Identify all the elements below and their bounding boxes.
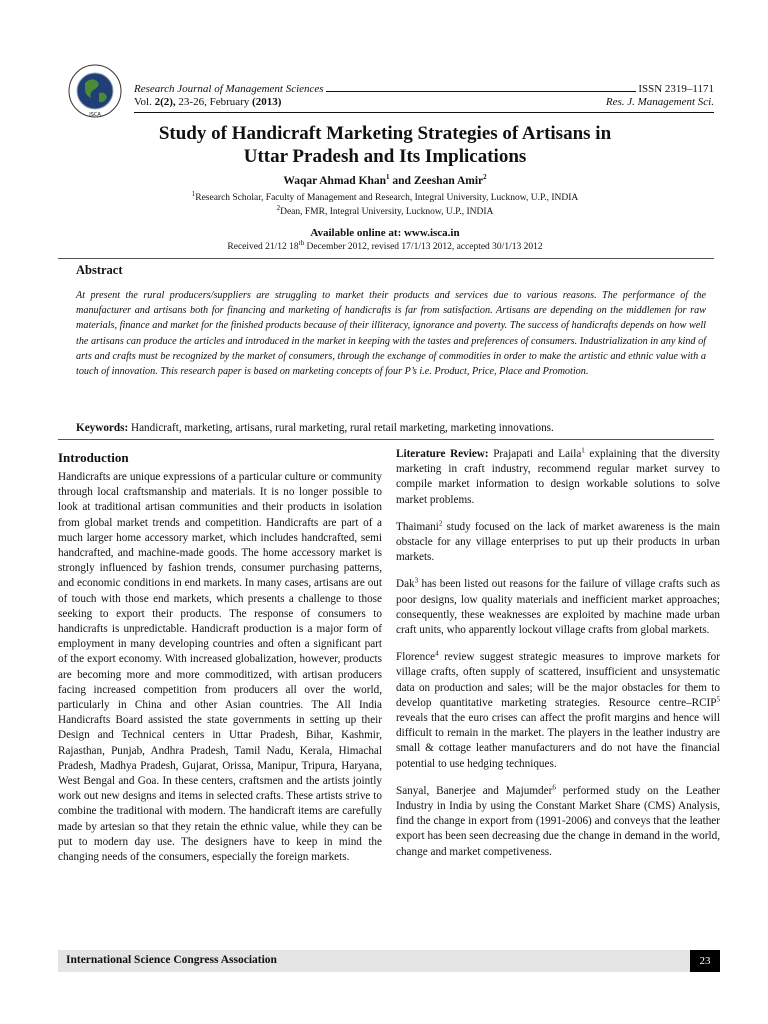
introduction-text: Handicrafts are unique expressions of a particular culture or community through local craftsmanship and materials. It is no longer possible to look at traditional artisan communities and their products in isolation from global market trends and competition. Handicrafts are part of a much larger home accessory market, which includes handcrafted, semi handcrafted, and machine-made goods. The home accessory market is strongly influenced by fashion trends, consumer purchasing patterns, and economic conditions in end markets. In many cases, artisans are out of touch with those end markets, which presents a challenge to those seeking to export their products. The response of consumers to handicrafts is unpredictable. Handicraft production is a major form of employment in many developing countries and often a significant part of the export economy. With increased globalization, however, products are becoming more and more commoditized, with artisan producers facing increased competition from producers all over the world, particularly in China and other Asian countries. The All India Handicrafts Board assisted the state governments in setting up their Design and Technical centers in Uttar Pradesh, Bihar, Kashmir, Rajasthan, Punjab, Andhra Pradesh, Tamil Nadu, Kerala, Himachal Pradesh, Madhya Pradesh, Gujarat, Orissa, Manipur, Tripura, Haryana, West Bengal and Goa. In these centers, craftsmen and the artists jointly work out new designs and items in selected crafts. These artists strive to combine the traditional with modern. The handicraft items are carefully made by artesian so that they retain the ethnic value, while they can be put to modern day use. The designers have to keep in mind the changing needs of the consumers, especially the foreign markets. xyxy=(58,471,382,864)
logo-text: ISCA xyxy=(89,112,101,118)
footer-organization: International Science Congress Association xyxy=(66,954,277,966)
volume-line xyxy=(134,96,714,108)
authors: Waqar Ahmad Khan$^1$ and Zeeshan Amir$^2$ xyxy=(283,173,487,187)
paper-title: Study of Handicraft Marketing Strategies of Artisans in Uttar Pradesh and Its Implications xyxy=(158,123,612,167)
journal-title: Research Journal of Management Sciences xyxy=(134,83,324,95)
literature-column xyxy=(396,447,720,872)
journal-header-line xyxy=(134,82,714,95)
header-rule xyxy=(134,112,714,113)
literature-paragraph-3: Dak$^3$ has been listed out reasons for the failure of village crafts such as poor designs, low quality materials and inefficient market approaches; consequently, these weaknesses are exploited by machine made urban craft units, who apparently lockout village crafts from global markets. xyxy=(396,576,720,637)
introduction-column xyxy=(58,470,382,877)
abstract-heading: Abstract xyxy=(76,263,123,277)
divider-mid xyxy=(58,439,714,440)
issn: ISSN 2319–1171 xyxy=(638,83,714,95)
header-fill-line xyxy=(326,82,637,92)
divider-top xyxy=(58,258,714,259)
affiliation-2: $^2$Dean, FMR, Integral University, Lucknow, U.P., INDIA xyxy=(276,203,494,217)
journal-abbr: Res. J. Management Sci. xyxy=(605,96,714,108)
footer-bar xyxy=(58,950,720,972)
literature-paragraph-2: Thaimani$^2$ study focused on the lack of market awareness is the main obstacle for any village enterprises to put up their products in urban markets. xyxy=(396,519,720,564)
introduction-heading: Introduction xyxy=(58,450,129,465)
isca-logo xyxy=(63,63,127,119)
received-dates: Received 21/12 18th December 2012, revised 17/1/13 2012, accepted 30/1/13 2012 xyxy=(227,238,543,252)
literature-paragraph-4: Florence$^4$ review suggest strategic measures to improve markets for village crafts, often supply of scattered, insufficient and unsystematic data on production and sales; will be the major obstacles for them to develop quantitative marketing strategies. Resource centre–RCIP$^5$ reveals that the euro crises can affect the profit margins and hence will difficult to remain in the market. The players in the leather industry are small & cottage leather manufacturers and do not have the financial potential to use hedging techniques. xyxy=(396,649,720,770)
volume-info: Vol. 2(2), 23-26, February (2013) xyxy=(134,96,282,108)
literature-paragraph-1: Literature Review: Prajapati and Laila$^1$ explaining that the diversity marketing in craft industry, recommend regular market survey to compile market information to design workable solutions to solve market problems. xyxy=(396,446,720,506)
abstract-text: At present the rural producers/suppliers are struggling to market their products and services due to various reasons. The performance of the manufacturer and artisans both for financing and marketing of handicrafts is far from satisfaction. Artisans are depending on the middlemen for raw materials, finance and market for the finished products because of their illiteracy, ignorance and poverty. The success of handicrafts depends on how well the artisans can produce the articles and introduced in the market in keeping with the tastes and preferences of consumers. Industrialization in any kind of arts and crafts must be recognized by the market of consumers, through the exchange of commodities in order to make the artistic and ethnic value with a touch of innovation. This research paper is based on marketing concepts of four P’s i.e. Product, Price, Place and Promotion. xyxy=(76,290,706,378)
keywords: Keywords: Handicraft, marketing, artisans, rural marketing, rural retail marketing, marketing innovations. xyxy=(76,422,554,434)
literature-paragraph-5: Sanyal, Banerjee and Majumder$^6$ performed study on the Leather Industry in India by using the Constant Market Share (CMS) Analysis, find the change in export from (1991-2006) and conveys that the leather export has been seen decreasing due the change in demand in the world, change and market competiveness. xyxy=(396,783,720,858)
page-number: 23 xyxy=(690,950,720,972)
available-online: Available online at: www.isca.in xyxy=(310,227,460,239)
affiliation-1: $^1$Research Scholar, Faculty of Management and Research, Integral University, Lucknow, U.P., INDIA xyxy=(191,189,579,203)
